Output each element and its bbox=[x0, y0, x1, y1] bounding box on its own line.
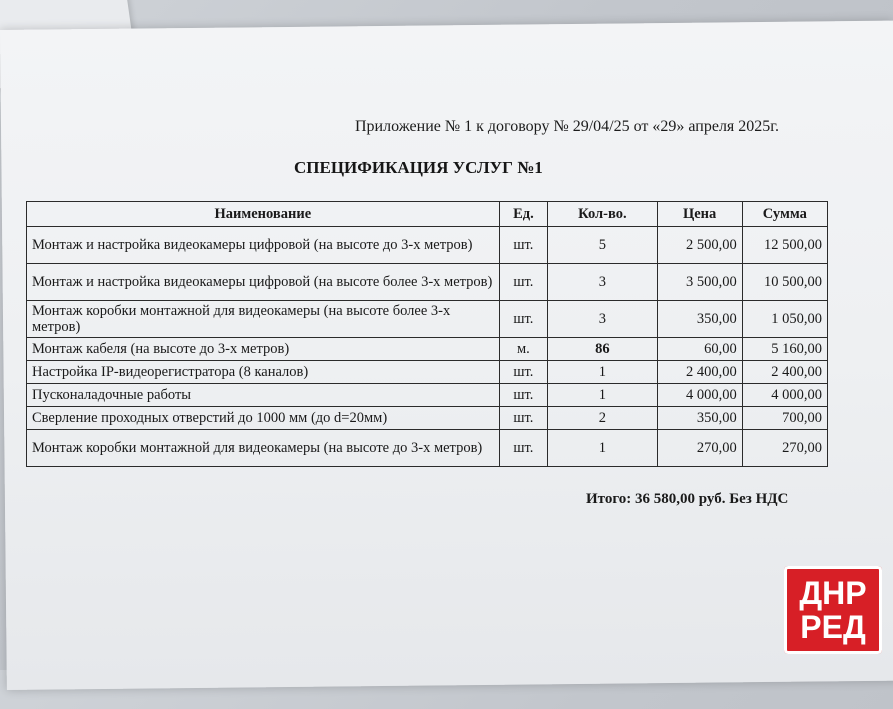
cell-price: 4 000,00 bbox=[657, 384, 742, 407]
cell-price: 350,00 bbox=[657, 301, 742, 338]
cell-qty: 3 bbox=[548, 301, 657, 338]
table-row bbox=[27, 430, 828, 467]
specification-table bbox=[26, 201, 828, 467]
cell-sum: 12 500,00 bbox=[742, 227, 827, 264]
dnr-red-logo bbox=[784, 566, 882, 654]
cell-name: Монтаж кабеля (на высоте до 3-х метров) bbox=[27, 338, 500, 361]
table-row bbox=[27, 338, 828, 361]
cell-sum: 5 160,00 bbox=[742, 338, 827, 361]
table-row bbox=[27, 384, 828, 407]
table-row bbox=[27, 407, 828, 430]
column-header-price: Цена bbox=[657, 202, 742, 227]
cell-qty: 3 bbox=[548, 264, 657, 301]
cell-sum: 4 000,00 bbox=[742, 384, 827, 407]
cell-qty: 1 bbox=[548, 430, 657, 467]
document-content bbox=[0, 30, 893, 700]
cell-price: 270,00 bbox=[657, 430, 742, 467]
cell-sum: 1 050,00 bbox=[742, 301, 827, 338]
cell-name: Монтаж коробки монтажной для видеокамеры (на высоте более 3-х метров) bbox=[27, 301, 500, 338]
table-header-row bbox=[27, 202, 828, 227]
cell-qty: 5 bbox=[548, 227, 657, 264]
cell-unit: м. bbox=[499, 338, 548, 361]
cell-unit: шт. bbox=[499, 384, 548, 407]
cell-name: Пусконаладочные работы bbox=[27, 384, 500, 407]
logo-line-2: РЕД bbox=[800, 609, 866, 645]
cell-price: 2 500,00 bbox=[657, 227, 742, 264]
cell-qty: 1 bbox=[548, 361, 657, 384]
cell-sum: 270,00 bbox=[742, 430, 827, 467]
table-row bbox=[27, 361, 828, 384]
logo-line-1: ДНР bbox=[799, 575, 867, 611]
cell-unit: шт. bbox=[499, 407, 548, 430]
cell-unit: шт. bbox=[499, 264, 548, 301]
cell-unit: шт. bbox=[499, 227, 548, 264]
cell-name: Монтаж и настройка видеокамеры цифровой (на высоте до 3-х метров) bbox=[27, 227, 500, 264]
document-paper bbox=[0, 21, 893, 690]
document-title: СПЕЦИФИКАЦИЯ УСЛУГ №1 bbox=[294, 158, 543, 177]
cell-sum: 10 500,00 bbox=[742, 264, 827, 301]
cell-unit: шт. bbox=[499, 301, 548, 338]
column-header-sum: Сумма bbox=[742, 202, 827, 227]
table-row bbox=[27, 301, 828, 338]
table-row bbox=[27, 264, 828, 301]
cell-name: Сверление проходных отверстий до 1000 мм (до d=20мм) bbox=[27, 407, 500, 430]
cell-qty: 2 bbox=[548, 407, 657, 430]
total-line: Итого: 36 580,00 руб. Без НДС bbox=[586, 491, 789, 507]
column-header-unit: Ед. bbox=[499, 202, 548, 227]
cell-price: 350,00 bbox=[657, 407, 742, 430]
cell-price: 60,00 bbox=[657, 338, 742, 361]
cell-name: Монтаж коробки монтажной для видеокамеры (на высоте до 3-х метров) bbox=[27, 430, 500, 467]
cell-name: Монтаж и настройка видеокамеры цифровой (на высоте более 3-х метров) bbox=[27, 264, 500, 301]
table-row bbox=[27, 227, 828, 264]
cell-unit: шт. bbox=[499, 361, 548, 384]
cell-sum: 2 400,00 bbox=[742, 361, 827, 384]
cell-name: Настройка IP-видеорегистратора (8 каналов) bbox=[27, 361, 500, 384]
column-header-qty: Кол-во. bbox=[548, 202, 657, 227]
cell-qty: 1 bbox=[548, 384, 657, 407]
column-header-name: Наименование bbox=[27, 202, 500, 227]
cell-price: 2 400,00 bbox=[657, 361, 742, 384]
cell-unit: шт. bbox=[499, 430, 548, 467]
appendix-line: Приложение № 1 к договору № 29/04/25 от «29» апреля 2025г. bbox=[355, 118, 780, 135]
cell-sum: 700,00 bbox=[742, 407, 827, 430]
cell-qty: 86 bbox=[548, 338, 657, 361]
cell-price: 3 500,00 bbox=[657, 264, 742, 301]
